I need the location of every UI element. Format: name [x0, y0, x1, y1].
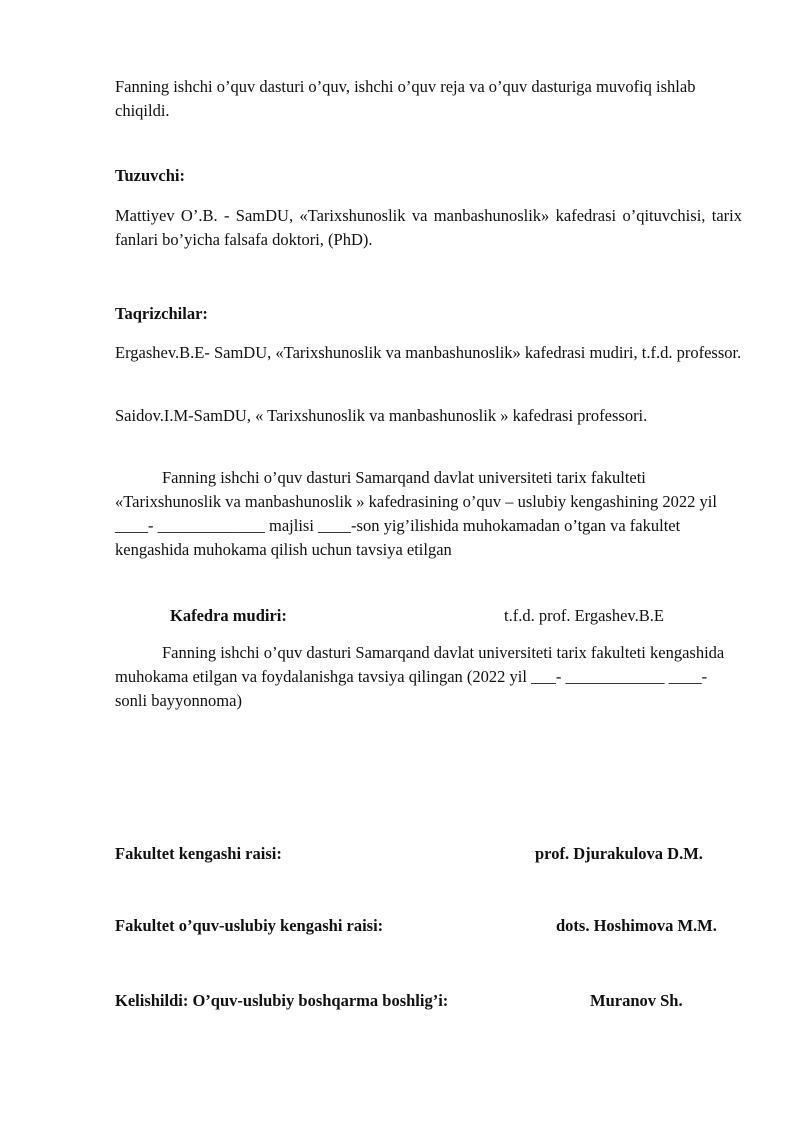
signature-label: Kelishildi: O’quv-uslubiy boshqarma boshlig’i: — [115, 991, 449, 1010]
faculty-approval-paragraph: Fanning ishchi o’quv dasturi Samarqand davlat universiteti tarix fakulteti kengashida muhokama etilgan va foydalanishga tavsiya qilingan (2022 yil ___- ____________ ____-sonli bayyonnoma) — [115, 643, 725, 710]
signature-name: Muranov Sh. — [590, 991, 683, 1010]
department-head-label: Kafedra mudiri: — [170, 606, 287, 625]
reviewer-item-2: Saidov.I.M-SamDU, « Tarixshunoslik va manbashunoslik » kafedrasi professori. — [115, 406, 648, 425]
signature-name: dots. Hoshimova M.M. — [556, 916, 717, 935]
signature-row-faculty-council — [115, 842, 755, 866]
signature-label: Fakultet kengashi raisi: — [115, 844, 282, 863]
author-heading: Tuzuvchi: — [115, 166, 185, 185]
department-head-name: t.f.d. prof. Ergashev.B.E — [504, 606, 664, 625]
department-approval-paragraph: Fanning ishchi o’quv dasturi Samarqand davlat universiteti tarix fakulteti «Tarixshunoslik va manbashunoslik » kafedrasining o’quv – uslubiy kengashining 2022 yil ____- _____________ majlisi ____-son yig’ilishida muhokamadan o’tgan va fakultet kengashida muhokama qilish uchun tavsiya etilgan — [115, 468, 717, 559]
reviewers-heading: Taqrizchilar: — [115, 304, 208, 323]
signature-row-agreed — [115, 989, 755, 1013]
intro-paragraph: Fanning ishchi o’quv dasturi o’quv, ishchi o’quv reja va o’quv dasturiga muvofiq ishlab chiqildi. — [115, 77, 696, 120]
signature-row-methodical-council — [115, 914, 755, 938]
reviewer-item-1: Ergashev.B.E- SamDU, «Tarixshunoslik va manbashunoslik» kafedrasi mudiri, t.f.d. professor. — [115, 343, 742, 362]
signature-label: Fakultet o’quv-uslubiy kengashi raisi: — [115, 916, 384, 935]
department-head-row — [115, 604, 755, 628]
signature-name: prof. Djurakulova D.M. — [535, 844, 703, 863]
author-text: Mattiyev O’.B. - SamDU, «Tarixshunoslik va manbashunoslik» kafedrasi o’qituvchisi, tarix fanlari bo’yicha falsafa doktori, (PhD). — [115, 206, 742, 249]
